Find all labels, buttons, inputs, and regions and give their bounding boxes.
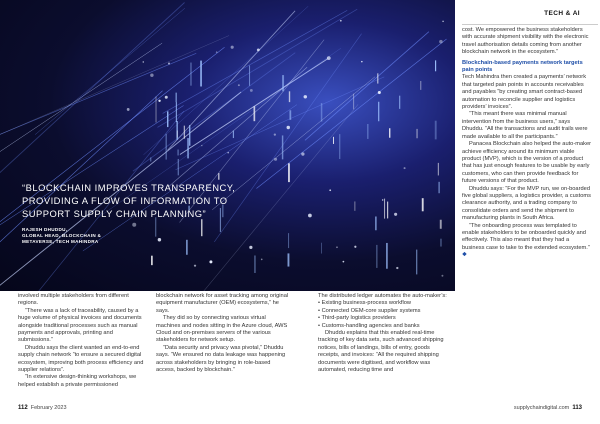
paragraph: Panacea Blockchain also helped the auto-maker achieve efficiency around its minimum viable product (MVP), which is the version of a product that has just enough features to be usable by early customers, who can then provide feedback for future versions of that product. xyxy=(462,141,592,185)
paragraph: involved multiple stakeholders from different regions. xyxy=(18,293,129,307)
data-stream xyxy=(321,103,323,122)
network-node xyxy=(361,61,363,63)
data-stream xyxy=(178,159,179,175)
network-node xyxy=(439,40,443,44)
network-node xyxy=(382,199,383,200)
article-column-4 xyxy=(462,27,592,260)
network-line xyxy=(256,39,446,188)
data-stream xyxy=(416,250,417,275)
data-stream xyxy=(288,163,290,182)
data-stream xyxy=(200,61,202,87)
paragraph: Dhuddu explains that this enabled real-time tracking of key data sets, such advanced shipping notices, bills of landings, bills of entry, goods receipts, and invoices: “All the required shipping documents were digitised, and workflow was automated, reducing time and xyxy=(318,330,444,374)
section-tag: TECH & AI xyxy=(544,10,580,17)
data-stream xyxy=(288,233,289,248)
network-node xyxy=(165,96,168,99)
data-stream xyxy=(166,134,167,160)
data-stream xyxy=(416,129,417,138)
network-node xyxy=(158,238,161,241)
data-stream xyxy=(218,173,220,180)
paragraph: “There was a lack of traceability, caused by a huge volume of physical invoices and documents alongside traditional processes such as manual payments and approvals, printing and submissions.” xyxy=(18,307,142,344)
data-stream xyxy=(189,125,190,146)
subheading: Blockchain-based payments network targets pain points xyxy=(462,59,583,74)
paragraph: blockchain network for asset tracking among original equipment manufacturer (OEM) ecosystems,” he says. xyxy=(156,293,289,314)
data-stream xyxy=(435,121,437,140)
network-node xyxy=(340,20,342,22)
website-link[interactable]: supplychaindigital.com xyxy=(513,405,570,411)
network-node xyxy=(127,108,130,111)
paragraph: Dhuddu says the client wanted an end-to-end supply chain network “to ensure a secured digital ecosystem, improving both process efficiency and supplier relations”. xyxy=(18,344,144,374)
network-node xyxy=(209,260,212,263)
section-tag-divider xyxy=(462,24,598,25)
data-stream xyxy=(354,201,355,210)
network-line xyxy=(163,10,348,113)
data-stream xyxy=(440,239,441,247)
article-column-1 xyxy=(18,293,148,389)
paragraph: Tech Mahindra then created a payments’ network that targeted pain points in accounts receivables and payables “by creating smart contract-based automation to reconcile supplier and logistics providers’ invoices”. xyxy=(462,74,587,111)
data-stream xyxy=(440,220,442,229)
network-node xyxy=(257,48,260,51)
network-node xyxy=(304,95,307,98)
footer-left xyxy=(18,405,67,411)
data-stream xyxy=(233,131,234,139)
network-line xyxy=(35,8,185,134)
data-stream xyxy=(438,182,439,193)
network-node xyxy=(249,246,252,249)
data-stream xyxy=(186,240,188,255)
network-node xyxy=(201,145,202,146)
data-stream xyxy=(289,91,290,102)
paragraph: The distributed ledger automates the auto-maker’s: xyxy=(318,293,447,299)
network-node xyxy=(274,158,277,161)
data-stream xyxy=(339,134,340,159)
data-stream xyxy=(155,217,156,236)
data-stream xyxy=(321,243,322,254)
list-item: • Customs-handling agencies and banks xyxy=(318,323,452,330)
data-stream xyxy=(399,96,400,109)
paragraph: Dhuddu says: “For the MVP run, we on-boarded five global suppliers, a logistics provider, a customs clearance authority, and a trading company to consolidate orders and send the shipment to manufacturing plants in South Africa. xyxy=(462,185,591,222)
network-node xyxy=(394,213,397,216)
network-node xyxy=(287,126,290,129)
network-node xyxy=(227,152,228,153)
network-node xyxy=(343,261,345,263)
data-stream xyxy=(378,102,379,121)
data-stream xyxy=(289,110,291,120)
network-node xyxy=(231,46,234,49)
data-stream xyxy=(367,124,368,139)
data-stream xyxy=(151,256,153,265)
network-line xyxy=(133,53,295,171)
data-stream xyxy=(249,66,250,86)
bullet-list xyxy=(318,300,452,330)
network-node xyxy=(158,100,160,102)
paragraph: “In extensive design-thinking workshops, we helped establish a private permissioned xyxy=(18,374,137,388)
paragraph: “This meant there was minimal manual intervention from the business users,” says Dhuddu. “All the transactions and audit trails were made available to all the participants.” xyxy=(462,111,588,140)
data-stream xyxy=(288,253,290,266)
data-stream xyxy=(177,149,178,155)
network-node xyxy=(396,267,398,269)
network-node xyxy=(442,21,443,22)
network-node xyxy=(354,246,356,248)
network-node xyxy=(216,51,218,53)
network-node xyxy=(301,152,304,155)
paragraph xyxy=(462,223,592,260)
article-column-2 xyxy=(156,293,290,374)
issue-date: February 2023 xyxy=(30,405,67,411)
data-stream xyxy=(386,243,387,269)
paragraph: “Data security and privacy was pivotal,” Dhuddu says. “We ensured no data leakage was happening across stakeholders by bringing in role-based access, backed by blockchain.” xyxy=(156,344,286,374)
data-stream xyxy=(150,157,151,161)
data-stream xyxy=(387,202,388,219)
data-stream xyxy=(282,75,284,91)
network-node xyxy=(194,265,196,267)
data-stream xyxy=(176,102,177,122)
data-stream xyxy=(177,131,178,138)
speaker-name: RAJESH DHUDDU, xyxy=(22,227,68,232)
paragraph-text: “The onboarding process was templated to enable stakeholders to be onboarded quickly and effectively. This also meant that they had a business case to take to the extended ecosystem.” xyxy=(462,222,590,251)
pull-quote: “BLOCKCHAIN IMPROVES TRANSPARENCY, PROVIDING A FLOW OF INFORMATION TO SUPPORT SUPPLY CHAIN PLANNING” xyxy=(22,182,236,219)
network-node xyxy=(274,133,276,135)
speaker-title-line-1: GLOBAL HEAD, BLOCKCHAIN & xyxy=(22,233,102,238)
page-number-right: 113 xyxy=(572,405,582,411)
data-stream xyxy=(176,93,177,103)
speaker-title-line-2: METAVERSE, TECH MAHINDRA xyxy=(22,239,99,244)
network-node xyxy=(329,189,331,191)
data-stream xyxy=(254,106,256,121)
speaker-credit xyxy=(22,227,142,245)
data-stream xyxy=(155,97,156,123)
paragraph: They did so by connecting various virtual machines and nodes sitting in the Azure cloud, AWS Cloud and on-premises servers of the various stakeholders for network setup. xyxy=(156,315,288,344)
network-line xyxy=(305,32,429,141)
data-stream xyxy=(389,128,390,137)
data-stream xyxy=(435,60,436,71)
data-stream xyxy=(187,138,189,158)
data-stream xyxy=(420,81,421,90)
end-mark-icon: ❖ xyxy=(462,252,468,259)
data-stream xyxy=(167,111,168,127)
network-node xyxy=(250,89,253,92)
network-line xyxy=(0,3,185,193)
network-node xyxy=(404,167,406,169)
data-stream xyxy=(384,199,385,219)
network-node xyxy=(238,84,240,86)
data-stream xyxy=(282,135,283,159)
network-node xyxy=(378,91,381,94)
data-stream xyxy=(376,245,377,268)
page-number-left: 112 xyxy=(18,405,28,411)
network-node xyxy=(168,63,170,65)
network-line xyxy=(167,11,295,150)
footer-right xyxy=(514,405,582,411)
network-node xyxy=(336,246,338,248)
data-stream xyxy=(254,255,256,273)
network-node xyxy=(441,275,443,277)
network-node xyxy=(143,61,144,62)
network-node xyxy=(150,73,153,76)
network-node xyxy=(327,56,331,60)
data-stream xyxy=(190,63,192,86)
network-node xyxy=(261,259,263,261)
network-node xyxy=(308,214,312,218)
list-item: • Existing business-process workflow xyxy=(318,300,452,307)
data-stream xyxy=(422,198,424,211)
data-stream xyxy=(353,94,354,110)
data-stream xyxy=(184,126,185,139)
network-line xyxy=(157,9,357,127)
article-column-3 xyxy=(318,293,452,374)
paragraph: cost. We empowered the business stakeholders with accurate shipment visibility with the electronic travel authorisation details coming from another blockchain network in the ecosystem.” xyxy=(462,27,589,56)
data-stream xyxy=(201,219,202,236)
data-stream xyxy=(333,137,334,144)
data-stream xyxy=(438,163,439,176)
data-stream xyxy=(377,73,378,83)
list-item: • Third-party logistics providers xyxy=(318,315,452,322)
list-item: • Connected OEM-core supplier systems xyxy=(318,308,452,315)
data-stream xyxy=(375,216,376,230)
